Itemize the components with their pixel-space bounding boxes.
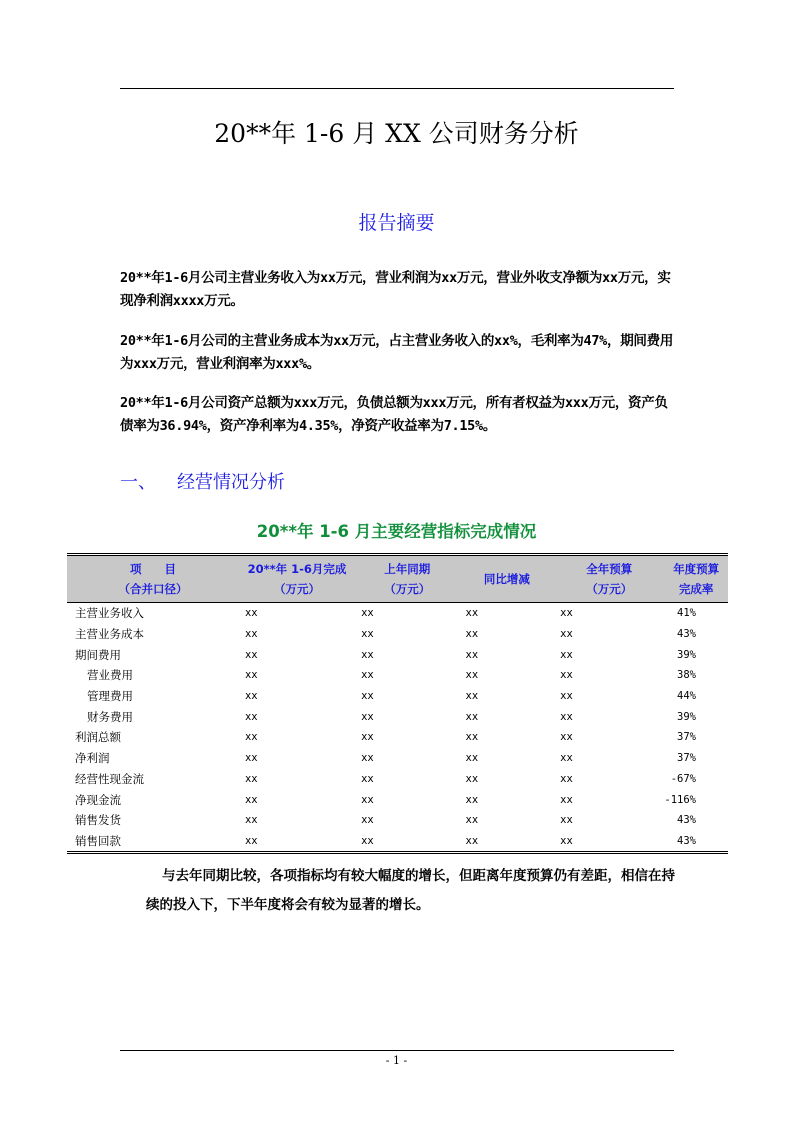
table-row — [67, 603, 728, 624]
cell-rate: 39% — [677, 648, 696, 661]
cell-budget: xx — [560, 628, 573, 641]
header-item-line1: 项 目 — [129, 562, 176, 576]
header-current-line2: （万元） — [274, 582, 321, 596]
row-label: 营业费用 — [87, 668, 133, 683]
cell-current: xx — [244, 752, 258, 765]
cell-yoy: xx — [465, 834, 479, 847]
cell-current: xx — [244, 648, 258, 661]
cell-yoy: xx — [465, 669, 479, 682]
summary-paragraph-3: 20**年1-6月公司资产总额为xxx万元，负债总额为xxx万元，所有者权益为xxx万元，资产负债率为36.94%，资产净利率为4.35%，净资产收益率为7.15%。 — [120, 395, 668, 434]
header-budget-line1: 全年预算 — [586, 562, 633, 576]
cell-prior: xx — [361, 669, 374, 682]
cell-budget: xx — [560, 814, 573, 827]
table-row — [67, 624, 728, 645]
cell-yoy: xx — [465, 752, 479, 765]
cell-prior: xx — [361, 628, 374, 641]
header-yoy-line1: 同比增减 — [483, 572, 530, 586]
header-prior-line1: 上年同期 — [384, 562, 431, 576]
cell-prior: xx — [361, 814, 374, 827]
cell-yoy: xx — [465, 731, 479, 744]
document-title: 20**年 1-6 月 XX 公司财务分析 — [214, 119, 579, 148]
row-label: 经营性现金流 — [75, 771, 144, 786]
cell-rate: 43% — [677, 834, 696, 847]
cell-budget: xx — [560, 834, 573, 847]
cell-prior: xx — [361, 648, 374, 661]
table-row — [67, 644, 728, 665]
cell-yoy: xx — [465, 690, 479, 703]
cell-budget: xx — [560, 669, 573, 682]
header-item — [67, 555, 239, 603]
header-current — [239, 555, 355, 603]
cell-yoy: xx — [465, 607, 479, 620]
table-row — [67, 727, 728, 748]
cell-current: xx — [244, 690, 258, 703]
cell-budget: xx — [560, 690, 573, 703]
cell-budget: xx — [560, 731, 573, 744]
table-row — [67, 789, 728, 810]
cell-budget: xx — [560, 793, 573, 806]
summary-heading: 报告摘要 — [358, 212, 435, 234]
cell-prior: xx — [361, 752, 374, 765]
cell-current: xx — [244, 607, 258, 620]
summary-paragraph-1: 20**年1-6月公司主营业务收入为xx万元，营业利润为xx万元，营业外收支净额为xx万元，实现净利润xxxx万元。 — [120, 270, 671, 309]
table-row — [67, 831, 728, 853]
cell-yoy: xx — [465, 793, 479, 806]
table-header-row — [67, 555, 728, 603]
section-number: 一、 — [120, 472, 156, 493]
cell-current: xx — [244, 710, 258, 723]
cell-rate: 39% — [677, 710, 696, 723]
cell-prior: xx — [361, 834, 374, 847]
row-label: 利润总额 — [75, 730, 121, 745]
table-body — [67, 603, 728, 853]
kpi-table — [67, 553, 728, 854]
cell-budget: xx — [560, 710, 573, 723]
row-label: 期间费用 — [75, 647, 121, 662]
header-rate-line1: 年度预算 — [673, 562, 720, 576]
header-budget-line2: （万元） — [586, 582, 633, 596]
header-yoy — [460, 555, 555, 603]
cell-prior: xx — [361, 793, 374, 806]
cell-yoy: xx — [465, 814, 479, 827]
cell-yoy: xx — [465, 772, 479, 785]
section-heading — [120, 468, 285, 494]
header-rate-line2: 完成率 — [678, 582, 714, 596]
cell-current: xx — [244, 628, 258, 641]
cell-yoy: xx — [465, 648, 479, 661]
cell-rate: -67% — [670, 772, 696, 785]
summary-paragraph-2: 20**年1-6月公司的主营业务成本为xx万元，占主营业务收入的xx%，毛利率为47%，期间费用为xxx万元，营业利润率为xxx%。 — [120, 333, 674, 372]
cell-prior: xx — [361, 710, 374, 723]
header-rate — [664, 555, 728, 603]
footer-rule — [120, 1050, 674, 1051]
cell-rate: 37% — [677, 731, 696, 744]
cell-yoy: xx — [465, 628, 479, 641]
table-row — [67, 748, 728, 769]
table-row — [67, 665, 728, 686]
row-label: 净现金流 — [75, 792, 121, 807]
cell-yoy: xx — [465, 710, 479, 723]
table-row — [67, 810, 728, 831]
header-budget — [554, 555, 664, 603]
cell-budget: xx — [560, 607, 573, 620]
cell-current: xx — [244, 834, 258, 847]
header-current-line1: 20**年 1-6月完成 — [247, 562, 347, 576]
cell-rate: 37% — [677, 752, 696, 765]
cell-rate: -116% — [664, 793, 696, 806]
row-label: 主营业务收入 — [75, 606, 144, 621]
cell-prior: xx — [361, 607, 374, 620]
row-label: 财务费用 — [87, 709, 133, 724]
row-label: 管理费用 — [87, 689, 133, 704]
cell-budget: xx — [560, 648, 573, 661]
cell-rate: 38% — [677, 669, 696, 682]
cell-budget: xx — [560, 752, 573, 765]
cell-rate: 43% — [677, 628, 696, 641]
table-row — [67, 706, 728, 727]
cell-rate: 43% — [677, 814, 696, 827]
cell-current: xx — [244, 772, 258, 785]
table-header — [67, 555, 728, 603]
cell-rate: 41% — [677, 607, 696, 620]
table-title: 20**年 1-6 月主要经营指标完成情况 — [256, 522, 537, 541]
cell-prior: xx — [361, 690, 374, 703]
cell-prior: xx — [361, 731, 374, 744]
section-title: 经营情况分析 — [177, 472, 285, 493]
header-item-line2: （合并口径） — [118, 582, 188, 596]
cell-prior: xx — [361, 772, 374, 785]
row-label: 净利润 — [75, 751, 110, 766]
header-prior-line2: （万元） — [384, 582, 431, 596]
table-row — [67, 686, 728, 707]
row-label: 销售发货 — [75, 813, 121, 828]
cell-current: xx — [244, 793, 258, 806]
row-label: 销售回款 — [75, 833, 121, 848]
cell-budget: xx — [560, 772, 573, 785]
row-label: 主营业务成本 — [75, 627, 144, 642]
cell-current: xx — [244, 814, 258, 827]
header-rule — [120, 88, 674, 89]
cell-rate: 44% — [677, 690, 696, 703]
cell-current: xx — [244, 669, 258, 682]
table-row — [67, 769, 728, 790]
header-prior — [355, 555, 459, 603]
conclusion-paragraph: 与去年同期比较，各项指标均有较大幅度的增长，但距离年度预算仍有差距，相信在持续的投入下，下半年度将会有较为显著的增长。 — [146, 868, 675, 913]
page-number: - 1 - — [385, 1054, 408, 1067]
cell-current: xx — [244, 731, 258, 744]
